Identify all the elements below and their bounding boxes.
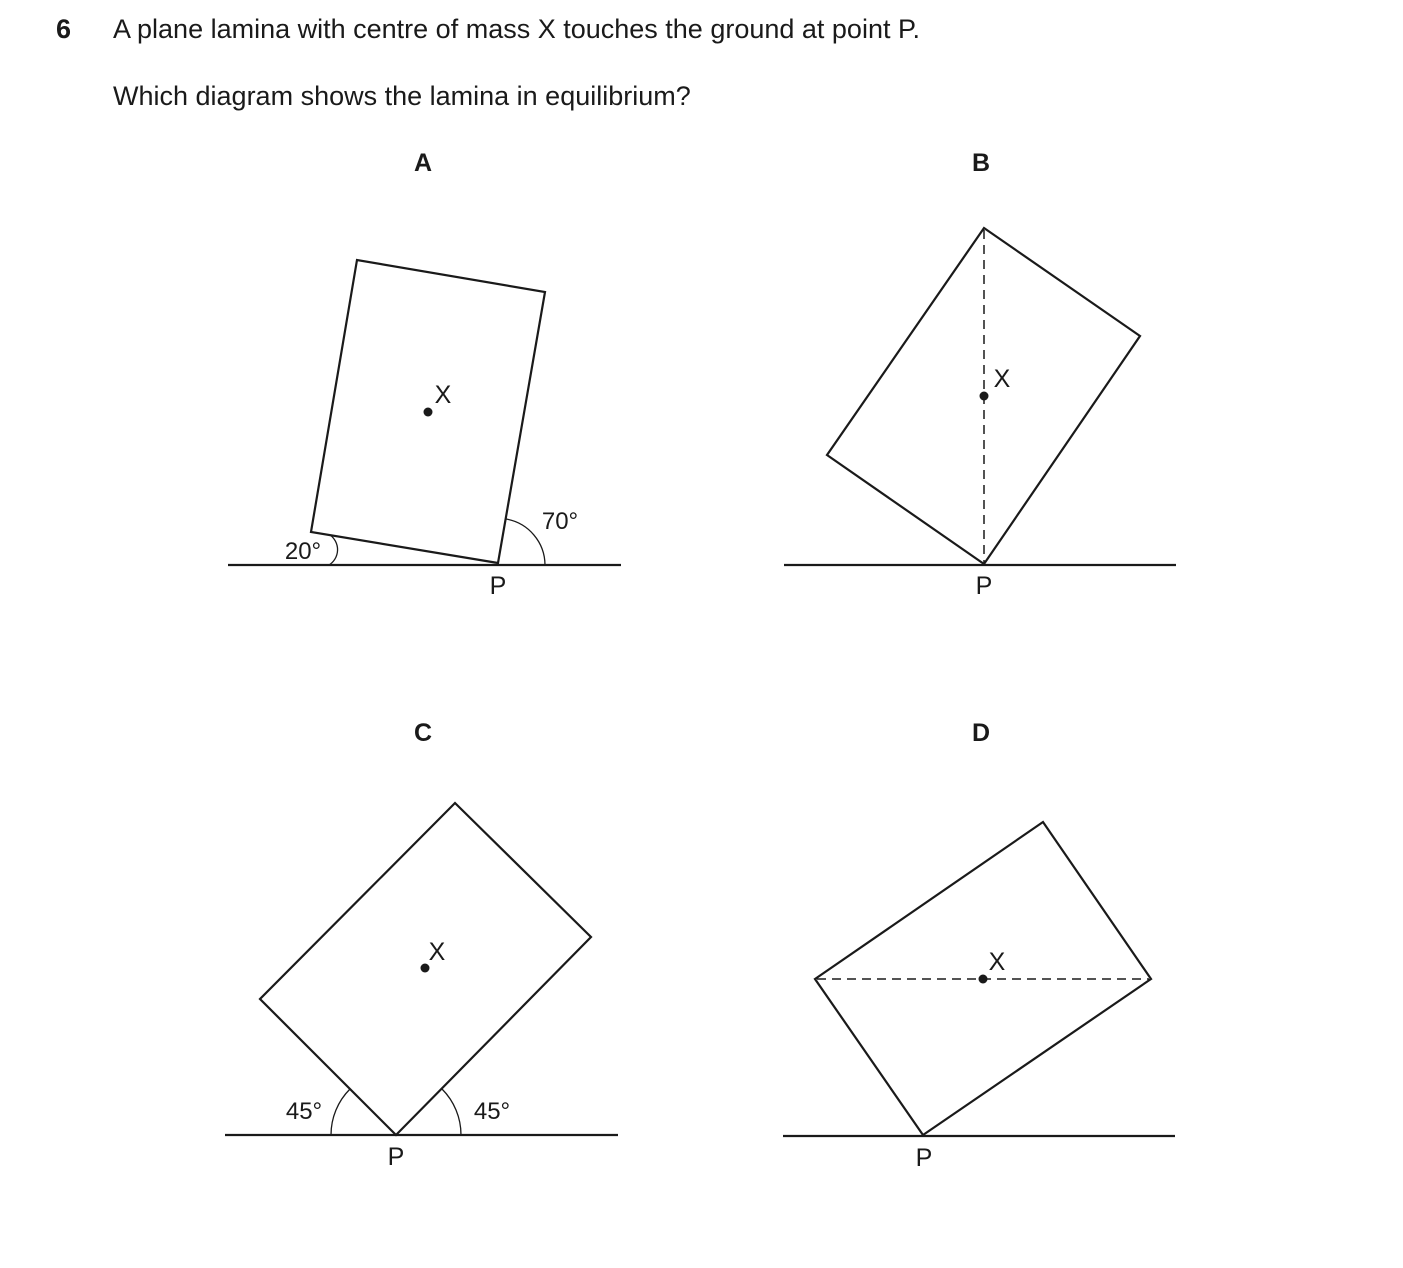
option-a-angle-arc-right — [506, 519, 545, 565]
option-d-p-label: P — [915, 1144, 933, 1172]
option-c-angle-left: 45° — [285, 1098, 323, 1125]
option-b-diagram[interactable] — [784, 149, 1176, 600]
question-prompt: Which diagram shows the lamina in equilibrium? — [113, 81, 691, 111]
option-d-x-label: X — [988, 948, 1006, 976]
option-b-label: B — [971, 149, 991, 177]
option-a-p-label: P — [489, 572, 507, 600]
option-b-centre-of-mass-dot — [980, 392, 989, 401]
option-d-centre-of-mass-dot — [979, 975, 988, 984]
option-b-x-label: X — [993, 365, 1011, 393]
option-c-diagram[interactable] — [225, 719, 618, 1171]
option-d-diagram[interactable] — [783, 719, 1175, 1172]
option-c-x-label: X — [428, 938, 446, 966]
option-a-x-label: X — [434, 381, 452, 409]
option-a-centre-of-mass-dot — [424, 408, 433, 417]
option-a-diagram[interactable] — [228, 149, 621, 600]
question-stem: A plane lamina with centre of mass X touches the ground at point P. — [113, 14, 920, 44]
option-c-angle-arc-right — [442, 1089, 461, 1135]
option-c-p-label: P — [387, 1143, 405, 1171]
option-c-angle-right: 45° — [473, 1098, 511, 1125]
option-a-angle-arc-left — [329, 535, 338, 565]
option-a-angle-right: 70° — [541, 508, 579, 535]
option-a-label: A — [413, 149, 433, 177]
option-c-angle-arc-left — [331, 1089, 350, 1135]
option-b-p-label: P — [975, 572, 993, 600]
question-number: 6 — [56, 14, 72, 44]
option-d-label: D — [971, 719, 991, 747]
option-a-angle-left: 20° — [284, 538, 322, 565]
option-c-label: C — [413, 719, 433, 747]
